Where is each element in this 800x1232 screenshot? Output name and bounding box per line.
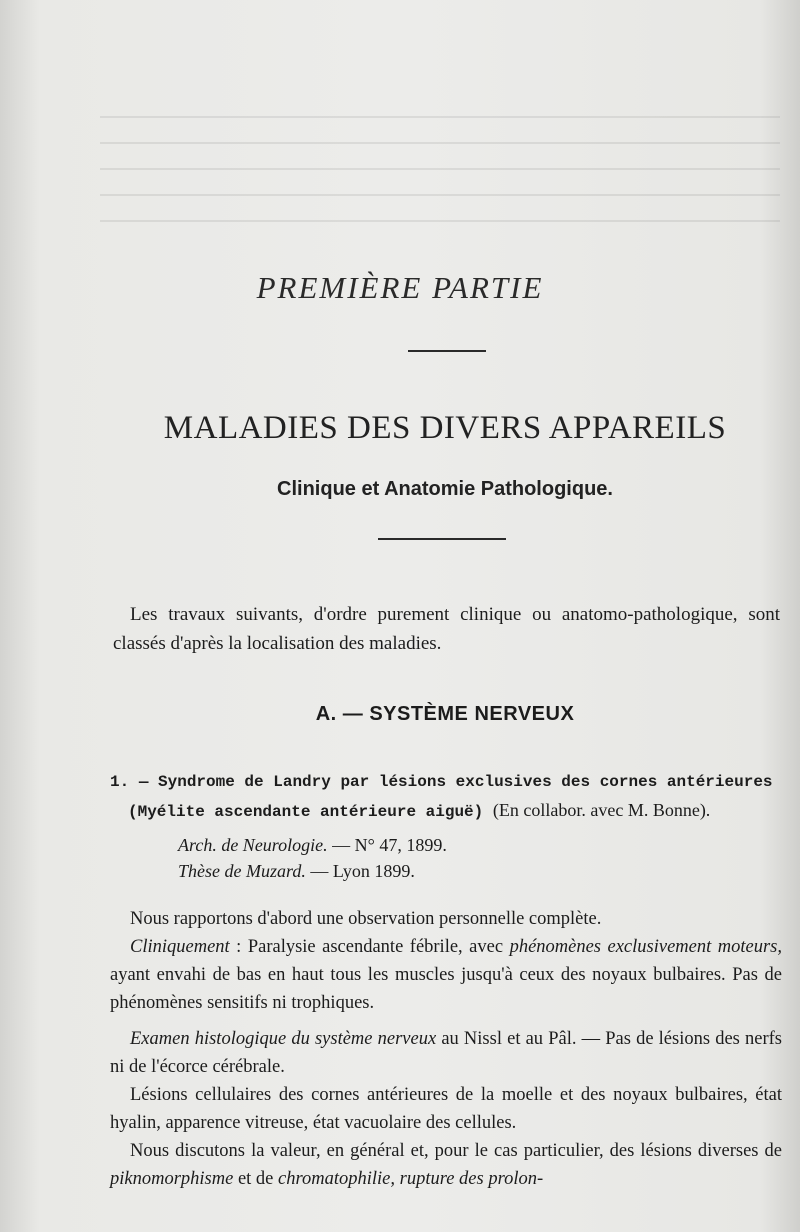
p5-italic-d: chromatophilie, rupture des prolon- (278, 1169, 544, 1189)
p2-italic-c: phénomènes exclusivement moteurs, (509, 937, 782, 957)
paragraph-2 (110, 933, 782, 1017)
p3-text-b: au Nissl et au Pâl. — Pas de lésions des nerfs ni de l'écorce cérébrale. (110, 1029, 782, 1077)
section-heading: A. — SYSTÈME NERVEUX (315, 703, 575, 725)
divider-rule-top (408, 350, 486, 352)
entry-title (110, 768, 785, 826)
intro-paragraph: Les travaux suivants, d'ordre purement clinique ou anatomo-pathologique, sont classés d'après la localisation des maladies. (113, 604, 780, 654)
bleed-through-texture (100, 92, 780, 262)
reference-1-title: Arch. de Neurologie. (178, 835, 328, 855)
entry-title-line1: — Syndrome de Landry par lésions exclusives des cornes antérieures (138, 773, 773, 791)
part-title: PREMIÈRE PARTIE (256, 270, 544, 305)
reference-2-title: Thèse de Muzard. (178, 861, 306, 881)
paragraph-3 (110, 1025, 782, 1081)
reference-1 (178, 832, 447, 858)
paragraph-4: Lésions cellulaires des cornes antérieures de la moelle et des noyaux bulbaires, état hyalin, apparence vitreuse, état vacuolaire des cellules. (110, 1085, 782, 1133)
reference-2-details: — Lyon 1899. (305, 861, 415, 881)
p3-italic-a: Examen histologique du système nerveux (130, 1029, 437, 1049)
p5-italic-b: piknomorphisme (110, 1169, 234, 1189)
p2-text-b: : Paralysie ascendante fébrile, avec (229, 937, 510, 957)
divider-rule-bottom (378, 538, 506, 540)
p2-italic-a: Cliniquement (130, 937, 230, 957)
entry-number: 1. (110, 773, 130, 791)
entry-collab: (En collabor. avec M. Bonne). (492, 800, 711, 820)
p5-text-a: Nous discutons la valeur, en général et, pour le cas particulier, des lésions diverses de (130, 1141, 782, 1161)
references (178, 832, 447, 884)
body-text (110, 905, 782, 1193)
reference-2 (178, 858, 447, 884)
subtitle: Clinique et Anatomie Pathologique. (277, 478, 613, 500)
paragraph-1: Nous rapportons d'abord une observation personnelle complète. (130, 909, 602, 929)
main-title: MALADIES DES DIVERS APPAREILS (163, 410, 727, 446)
p2-text-d: ayant envahi de bas en haut tous les muscles jusqu'à ceux des noyaux bulbaires. Pas de phénomènes sensitifs ni trophiques. (110, 965, 782, 1013)
reference-1-details: — N° 47, 1899. (327, 835, 447, 855)
paragraph-5 (110, 1137, 782, 1193)
entry-title-line2: (Myélite ascendante antérieure aiguë) (128, 803, 484, 821)
p5-text-c: et de (233, 1169, 279, 1189)
